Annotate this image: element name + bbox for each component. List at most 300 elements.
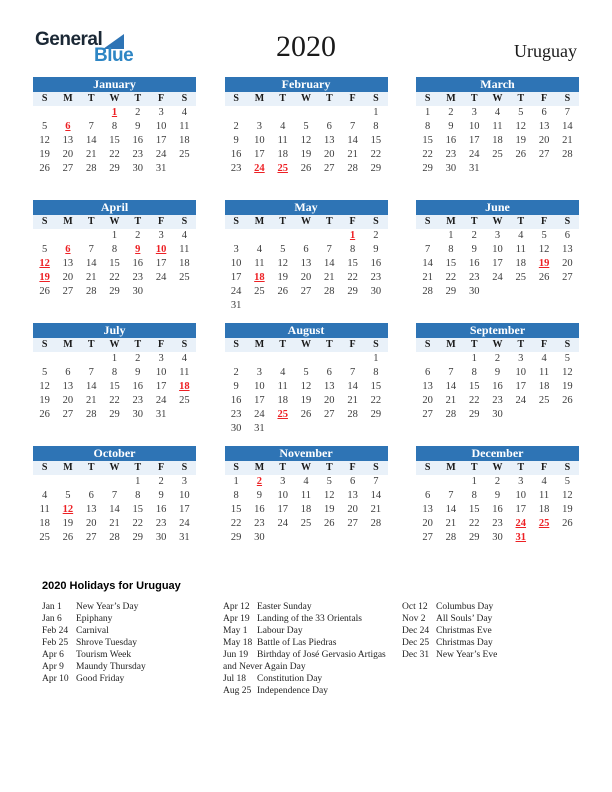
day-cell: 26	[39, 409, 50, 420]
day-cell: 23	[132, 149, 144, 160]
day-cell: 27	[422, 532, 433, 543]
day-cell: 5	[541, 230, 547, 241]
day-cell: 8	[448, 244, 454, 255]
day-cell: 6	[425, 367, 431, 378]
day-cell: 20	[347, 504, 358, 515]
day-cell: 7	[349, 367, 356, 378]
day-cell: 18	[300, 504, 312, 515]
holiday-row	[42, 601, 223, 613]
day-cell: 29	[445, 286, 457, 297]
holiday-date: Dec 24	[402, 626, 430, 636]
month-day-grid	[225, 215, 388, 313]
weekday-label: W	[103, 461, 126, 475]
month-day-grid	[33, 215, 196, 299]
day-cell: 24	[277, 518, 288, 529]
day-cell: 3	[518, 476, 524, 487]
day-cell: 15	[422, 135, 433, 146]
month-day-grid	[33, 92, 196, 176]
day-cell: 11	[254, 258, 265, 269]
day-cell: 4	[280, 367, 286, 378]
day-cell: 19	[515, 135, 527, 146]
day-cell: 17	[155, 258, 167, 269]
weekday-label: M	[56, 215, 79, 229]
day-cell: 18	[179, 135, 190, 146]
day-cell: 22	[109, 272, 120, 283]
day-cell: 10	[492, 244, 503, 255]
day-cell: 19	[562, 381, 573, 392]
day-cell: 27	[300, 286, 312, 297]
day-cell: 20	[62, 272, 74, 283]
day-cell: 2	[135, 353, 141, 364]
holiday-day-cell: 31	[515, 532, 527, 543]
month-title: October	[33, 446, 196, 461]
weekday-label: F	[149, 215, 172, 229]
day-cell: 28	[347, 163, 358, 174]
holiday-name: Independence Day	[257, 686, 328, 696]
day-cell: 22	[347, 272, 358, 283]
weekday-label: S	[364, 338, 387, 352]
empty-day-cell	[341, 106, 364, 120]
day-cell: 20	[62, 395, 74, 406]
day-cell: 20	[562, 258, 573, 269]
holiday-column	[42, 601, 223, 697]
day-cell: 22	[370, 395, 382, 406]
day-cell: 24	[155, 149, 167, 160]
day-cell: 2	[135, 107, 141, 118]
holiday-row	[42, 661, 223, 673]
holiday-name: Christmas Eve	[436, 626, 492, 636]
holiday-day-cell: 19	[538, 258, 550, 269]
holiday-name: Tourism Week	[76, 650, 132, 660]
page-title-country: Uruguay	[514, 41, 577, 61]
day-cell: 4	[256, 244, 263, 255]
day-cell: 27	[85, 532, 97, 543]
weekday-label: F	[149, 338, 172, 352]
day-cell: 11	[539, 490, 550, 501]
empty-day-cell	[271, 229, 294, 243]
day-cell: 16	[132, 258, 144, 269]
day-cell: 13	[538, 121, 550, 132]
holiday-day-cell: 24	[515, 518, 527, 529]
day-cell: 27	[62, 163, 74, 174]
day-cell: 27	[62, 409, 74, 420]
day-cell: 27	[422, 409, 433, 420]
month-title: November	[225, 446, 388, 461]
day-cell: 8	[425, 121, 431, 132]
day-cell: 14	[445, 504, 457, 515]
day-cell: 13	[422, 381, 433, 392]
day-cell: 30	[445, 163, 457, 174]
day-cell: 5	[303, 367, 309, 378]
day-cell: 24	[155, 272, 167, 283]
day-cell: 29	[422, 163, 433, 174]
weekday-label: S	[416, 215, 439, 229]
month-november	[225, 446, 388, 559]
day-cell: 31	[155, 163, 167, 174]
day-cell: 5	[42, 121, 48, 132]
day-cell: 29	[347, 286, 358, 297]
month-july	[33, 323, 196, 436]
day-cell: 16	[132, 135, 144, 146]
day-cell: 1	[233, 476, 239, 487]
day-cell: 12	[39, 135, 50, 146]
weekday-label: T	[126, 338, 149, 352]
day-cell: 23	[445, 149, 457, 160]
weekday-label: T	[126, 92, 149, 106]
weekday-label: T	[80, 92, 103, 106]
day-cell: 20	[422, 395, 433, 406]
holiday-day-cell: 18	[179, 381, 190, 392]
holiday-row	[223, 637, 402, 649]
day-cell: 24	[155, 395, 167, 406]
day-cell: 25	[538, 395, 550, 406]
day-cell: 21	[370, 504, 382, 515]
day-cell: 7	[425, 244, 431, 255]
holiday-row	[223, 613, 402, 625]
day-cell: 20	[324, 395, 335, 406]
weekday-label: M	[56, 338, 79, 352]
day-cell: 25	[179, 149, 190, 160]
day-cell: 15	[370, 381, 382, 392]
month-march	[416, 77, 579, 190]
holidays-section	[42, 580, 582, 697]
weekday-label: T	[509, 461, 532, 475]
day-cell: 16	[132, 381, 144, 392]
day-cell: 11	[300, 490, 312, 501]
weekday-label: M	[56, 92, 79, 106]
weekday-label: F	[341, 461, 364, 475]
holiday-date: Apr 6	[42, 650, 64, 660]
weekday-label: S	[364, 92, 387, 106]
empty-day-cell	[318, 352, 341, 366]
day-cell: 6	[564, 230, 570, 241]
day-cell: 21	[85, 149, 97, 160]
day-cell: 21	[324, 272, 335, 283]
day-cell: 4	[518, 230, 524, 241]
day-cell: 16	[230, 395, 242, 406]
day-cell: 30	[492, 532, 503, 543]
holiday-day-cell: 18	[254, 272, 265, 283]
month-october	[33, 446, 196, 559]
day-cell: 18	[492, 135, 503, 146]
day-cell: 23	[230, 163, 242, 174]
day-cell: 9	[233, 135, 239, 146]
month-title: February	[225, 77, 388, 92]
empty-day-cell	[341, 352, 364, 366]
holiday-name: Maundy Thursday	[76, 662, 146, 672]
empty-day-cell	[56, 352, 79, 366]
day-cell: 21	[445, 518, 457, 529]
weekday-label: M	[439, 92, 462, 106]
day-cell: 29	[370, 163, 382, 174]
day-cell: 15	[468, 381, 480, 392]
day-cell: 19	[300, 149, 312, 160]
day-cell: 19	[39, 395, 50, 406]
day-cell: 1	[471, 476, 477, 487]
day-cell: 4	[42, 490, 48, 501]
weekday-label: W	[486, 338, 509, 352]
holiday-day-cell: 25	[538, 518, 550, 529]
day-cell: 22	[422, 149, 433, 160]
day-cell: 12	[300, 381, 312, 392]
day-cell: 18	[179, 258, 190, 269]
day-cell: 2	[135, 230, 141, 241]
day-cell: 6	[349, 476, 356, 487]
day-cell: 10	[155, 367, 167, 378]
day-cell: 30	[492, 409, 503, 420]
day-cell: 22	[445, 272, 457, 283]
weekday-label: T	[271, 215, 294, 229]
day-cell: 26	[515, 149, 527, 160]
day-cell: 28	[109, 532, 120, 543]
weekday-label: S	[416, 461, 439, 475]
day-cell: 3	[158, 230, 164, 241]
day-cell: 7	[448, 367, 454, 378]
holiday-day-cell: 1	[349, 230, 356, 241]
day-cell: 2	[471, 230, 477, 241]
month-day-grid	[33, 461, 196, 545]
day-cell: 2	[233, 121, 239, 132]
day-cell: 12	[300, 135, 312, 146]
day-cell: 22	[468, 395, 480, 406]
day-cell: 28	[347, 409, 358, 420]
weekday-label: T	[80, 215, 103, 229]
day-cell: 21	[347, 395, 358, 406]
day-cell: 17	[155, 135, 167, 146]
holiday-name: Landing of the 33 Orientals	[257, 614, 363, 624]
weekday-label: T	[271, 92, 294, 106]
day-cell: 14	[324, 258, 335, 269]
weekday-label: M	[248, 338, 271, 352]
weekday-label: M	[439, 215, 462, 229]
day-cell: 28	[445, 532, 457, 543]
day-cell: 17	[254, 395, 265, 406]
day-cell: 29	[132, 532, 144, 543]
weekday-label: T	[509, 338, 532, 352]
day-cell: 11	[539, 367, 550, 378]
day-cell: 21	[347, 149, 358, 160]
weekday-label: M	[439, 461, 462, 475]
day-cell: 23	[155, 518, 167, 529]
day-cell: 2	[158, 476, 164, 487]
holiday-row	[402, 625, 582, 637]
day-cell: 26	[538, 272, 550, 283]
day-cell: 29	[370, 409, 382, 420]
day-cell: 15	[109, 258, 120, 269]
day-cell: 4	[303, 476, 309, 487]
day-cell: 25	[515, 272, 527, 283]
weekday-label: T	[318, 338, 341, 352]
day-cell: 28	[85, 286, 97, 297]
day-cell: 1	[111, 230, 118, 241]
weekday-label: T	[318, 215, 341, 229]
empty-day-cell	[103, 475, 126, 489]
empty-day-cell	[318, 106, 341, 120]
day-cell: 13	[62, 135, 74, 146]
day-cell: 8	[135, 490, 141, 501]
day-cell: 17	[277, 504, 288, 515]
day-cell: 15	[445, 258, 457, 269]
empty-day-cell	[439, 475, 462, 489]
day-cell: 4	[280, 121, 286, 132]
day-cell: 13	[562, 244, 573, 255]
day-cell: 7	[373, 476, 379, 487]
holiday-name: Good Friday	[76, 674, 125, 684]
month-title: June	[416, 200, 579, 215]
day-cell: 17	[492, 258, 503, 269]
day-cell: 15	[230, 504, 242, 515]
weekday-label: T	[80, 338, 103, 352]
holiday-column	[223, 601, 402, 697]
empty-day-cell	[248, 106, 271, 120]
month-february	[225, 77, 388, 190]
day-cell: 20	[538, 135, 550, 146]
day-cell: 23	[132, 395, 144, 406]
weekday-label: M	[248, 215, 271, 229]
holiday-name-continued: and Never Again Day	[223, 662, 306, 672]
weekday-label: F	[149, 92, 172, 106]
day-cell: 8	[471, 367, 477, 378]
day-cell: 16	[230, 149, 242, 160]
weekday-label: S	[225, 338, 248, 352]
day-cell: 10	[254, 381, 265, 392]
day-cell: 12	[562, 367, 573, 378]
day-cell: 24	[179, 518, 190, 529]
day-cell: 13	[300, 258, 312, 269]
day-cell: 7	[349, 121, 356, 132]
day-cell: 22	[468, 518, 480, 529]
holiday-row	[223, 673, 402, 685]
holiday-date: Apr 9	[42, 662, 64, 672]
day-cell: 16	[445, 135, 457, 146]
empty-day-cell	[271, 352, 294, 366]
month-december	[416, 446, 579, 559]
month-day-grid	[225, 461, 388, 545]
month-day-grid	[33, 338, 196, 422]
holiday-name: Carnival	[76, 626, 109, 636]
day-cell: 22	[230, 518, 242, 529]
day-cell: 24	[468, 149, 480, 160]
holiday-day-cell: 9	[135, 244, 141, 255]
day-cell: 30	[132, 409, 144, 420]
day-cell: 14	[347, 135, 358, 146]
holiday-day-cell: 12	[39, 258, 50, 269]
day-cell: 11	[179, 244, 190, 255]
holiday-date: Jan 6	[42, 614, 62, 624]
weekday-label: M	[439, 338, 462, 352]
day-cell: 6	[65, 367, 71, 378]
day-cell: 25	[300, 518, 312, 529]
day-cell: 23	[254, 518, 265, 529]
day-cell: 29	[109, 409, 120, 420]
holiday-date: Apr 10	[42, 674, 69, 684]
holiday-date: Apr 12	[223, 602, 250, 612]
weekday-label: T	[318, 461, 341, 475]
holiday-day-cell: 1	[111, 107, 118, 118]
holiday-row	[42, 613, 223, 625]
day-cell: 3	[471, 107, 477, 118]
day-cell: 13	[62, 258, 74, 269]
holiday-name: Labour Day	[257, 626, 303, 636]
day-cell: 15	[370, 135, 382, 146]
day-cell: 27	[324, 163, 335, 174]
weekday-label: M	[248, 461, 271, 475]
month-day-grid	[225, 338, 388, 436]
day-cell: 20	[62, 149, 74, 160]
day-cell: 19	[277, 272, 288, 283]
day-cell: 8	[349, 244, 356, 255]
day-cell: 25	[179, 272, 190, 283]
day-cell: 4	[181, 107, 187, 118]
holiday-name: Columbus Day	[436, 602, 494, 612]
day-cell: 20	[85, 518, 97, 529]
day-cell: 30	[230, 423, 242, 434]
holiday-day-cell: 24	[254, 163, 265, 174]
day-cell: 23	[370, 272, 382, 283]
day-cell: 13	[324, 135, 335, 146]
day-cell: 3	[518, 353, 524, 364]
day-cell: 5	[303, 121, 309, 132]
day-cell: 5	[564, 476, 570, 487]
empty-day-cell	[318, 229, 341, 243]
day-cell: 3	[256, 367, 263, 378]
day-cell: 4	[494, 107, 501, 118]
weekday-label: T	[80, 461, 103, 475]
day-cell: 22	[109, 395, 120, 406]
day-cell: 6	[326, 121, 332, 132]
day-cell: 9	[158, 490, 164, 501]
holiday-date: May 1	[223, 626, 248, 636]
day-cell: 21	[562, 135, 573, 146]
holiday-day-cell: 6	[65, 244, 71, 255]
day-cell: 18	[277, 395, 288, 406]
holiday-name: Christmas Day	[436, 638, 493, 648]
empty-day-cell	[294, 106, 317, 120]
weekday-label: S	[416, 338, 439, 352]
day-cell: 11	[179, 121, 190, 132]
holiday-name: New Year’s Day	[76, 602, 139, 612]
day-cell: 26	[39, 286, 50, 297]
weekday-label: S	[33, 215, 56, 229]
day-cell: 3	[280, 476, 286, 487]
day-cell: 26	[300, 409, 312, 420]
weekday-label: T	[126, 215, 149, 229]
holiday-row	[223, 601, 402, 613]
month-april	[33, 200, 196, 313]
day-cell: 25	[179, 395, 190, 406]
day-cell: 11	[39, 504, 50, 515]
day-cell: 6	[541, 107, 547, 118]
day-cell: 5	[564, 353, 570, 364]
day-cell: 28	[324, 286, 335, 297]
holiday-date: Feb 25	[42, 638, 69, 648]
day-cell: 13	[85, 504, 97, 515]
day-cell: 9	[373, 244, 379, 255]
weekday-label: S	[173, 215, 196, 229]
holiday-row	[223, 625, 402, 637]
day-cell: 20	[422, 518, 433, 529]
logo-text-general: General	[35, 29, 103, 50]
holiday-row	[402, 649, 582, 661]
day-cell: 6	[303, 244, 309, 255]
day-cell: 26	[39, 163, 50, 174]
day-cell: 11	[179, 367, 190, 378]
day-cell: 14	[370, 490, 382, 501]
day-cell: 6	[326, 367, 332, 378]
day-cell: 21	[85, 395, 97, 406]
day-cell: 8	[111, 121, 118, 132]
day-cell: 9	[135, 121, 141, 132]
